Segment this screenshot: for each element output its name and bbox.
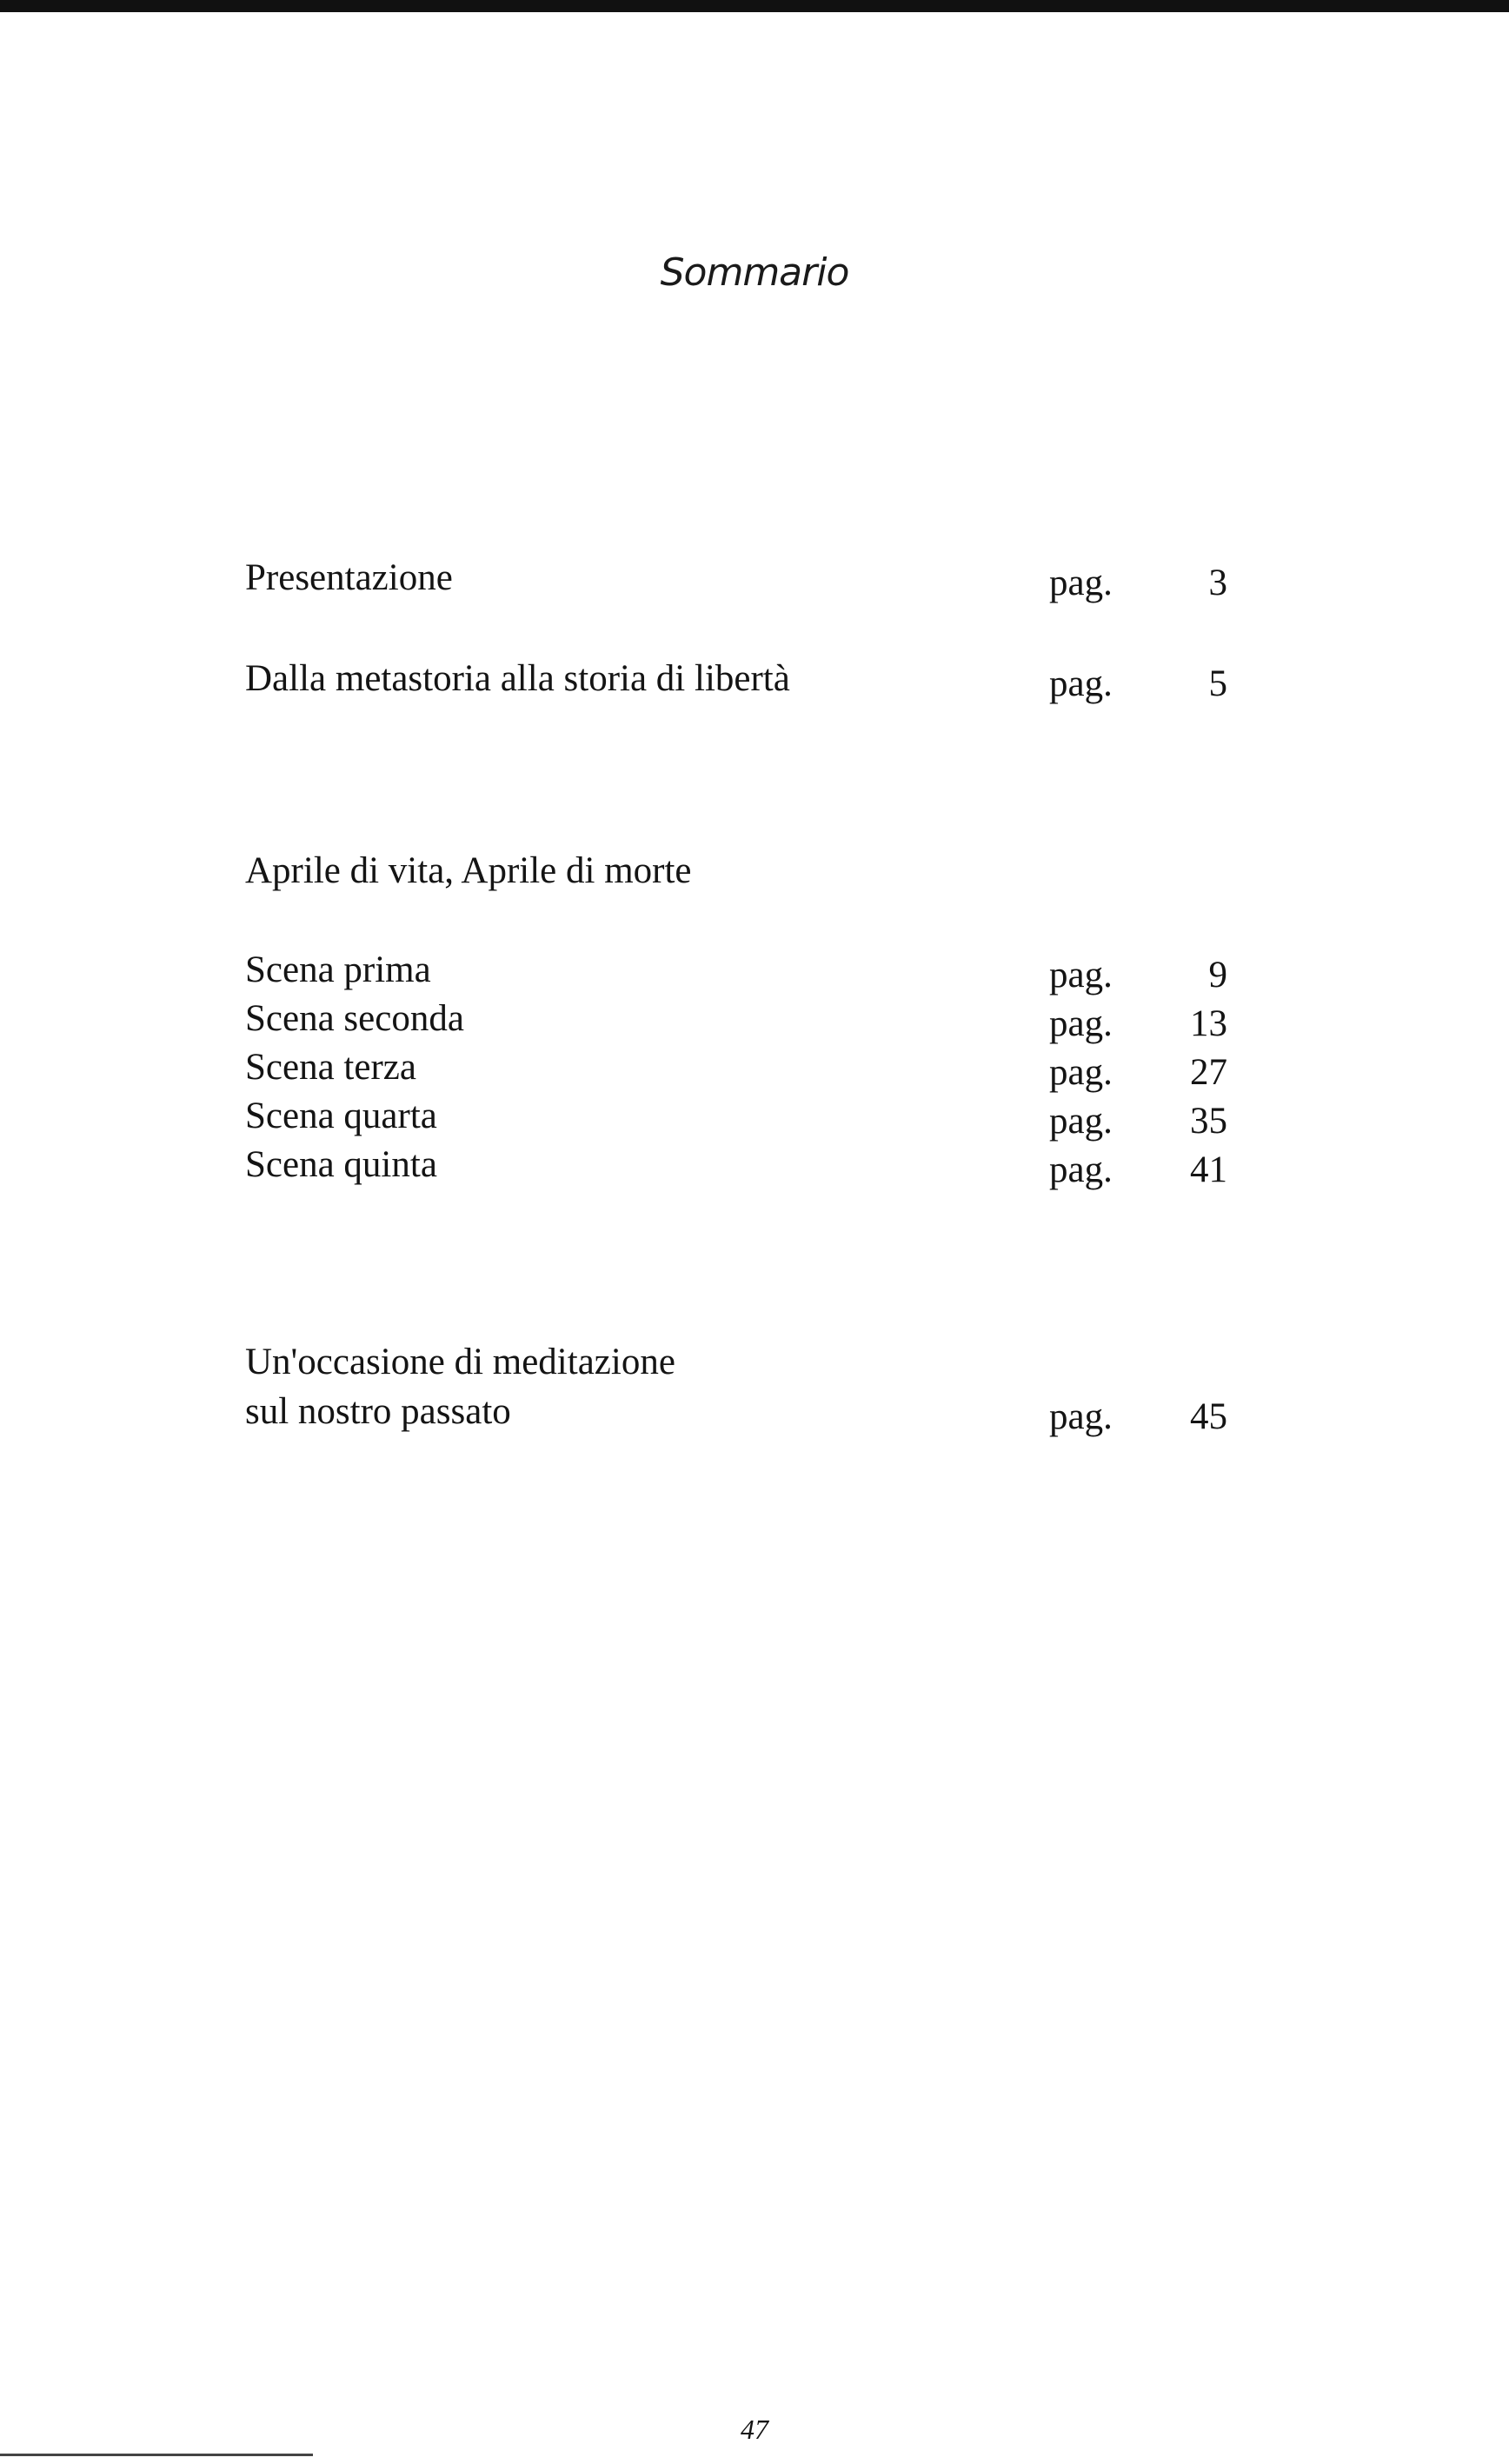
toc-entry-page-number: 9 — [1208, 955, 1227, 996]
toc-entry-pag: pag. — [1049, 1101, 1113, 1142]
toc-entry-meditazione — [245, 1387, 1227, 1437]
toc-entry-page-number: 13 — [1190, 1003, 1227, 1044]
toc-entry-pag: pag. — [1049, 1396, 1113, 1437]
page-folio: 47 — [741, 2414, 768, 2445]
bottom-border — [0, 2454, 313, 2456]
toc-entry-label-line2: sul nostro passato — [245, 1391, 511, 1432]
toc-entry-pag: pag. — [1049, 1052, 1113, 1093]
toc-entry-label: Scena prima — [245, 949, 431, 990]
toc-entry-page-number: 45 — [1190, 1396, 1227, 1437]
toc-entry-label: Scena quinta — [245, 1144, 437, 1185]
toc-entry-label: Presentazione — [245, 557, 453, 598]
toc-entry-pag: pag. — [1049, 955, 1113, 996]
toc-entry-scene — [245, 994, 1227, 1044]
toc-entry-pag: pag. — [1049, 1149, 1113, 1190]
section-heading: Aprile di vita, Aprile di morte — [245, 850, 692, 891]
toc-entry-label: Scena terza — [245, 1047, 416, 1088]
toc-entry-page-number: 3 — [1208, 563, 1227, 603]
toc-entry-page-number: 5 — [1208, 663, 1227, 704]
top-border — [0, 0, 1509, 12]
toc-entry-label: Scena seconda — [245, 998, 464, 1039]
toc-entry-label: Dalla metastoria alla storia di libertà — [245, 658, 790, 699]
toc-entry-label-line1: Un'occasione di meditazione — [245, 1342, 675, 1382]
toc-entry-page-number: 41 — [1190, 1149, 1227, 1190]
toc-entry-label: Scena quarta — [245, 1095, 437, 1136]
page-title: Sommario — [660, 250, 849, 295]
toc-entry-page-number: 35 — [1190, 1101, 1227, 1142]
toc-entry-scene — [245, 945, 1227, 996]
toc-entry-page-number: 27 — [1190, 1052, 1227, 1093]
toc-entry-metastoria — [245, 654, 1227, 704]
toc-entry-scene — [245, 1042, 1227, 1093]
toc-entry-pag: pag. — [1049, 563, 1113, 603]
toc-entry-pag: pag. — [1049, 1003, 1113, 1044]
toc-entry-scene — [245, 1091, 1227, 1142]
toc-entry-scene — [245, 1140, 1227, 1190]
toc-entry-presentazione — [245, 553, 1227, 603]
toc-entry-pag: pag. — [1049, 663, 1113, 704]
